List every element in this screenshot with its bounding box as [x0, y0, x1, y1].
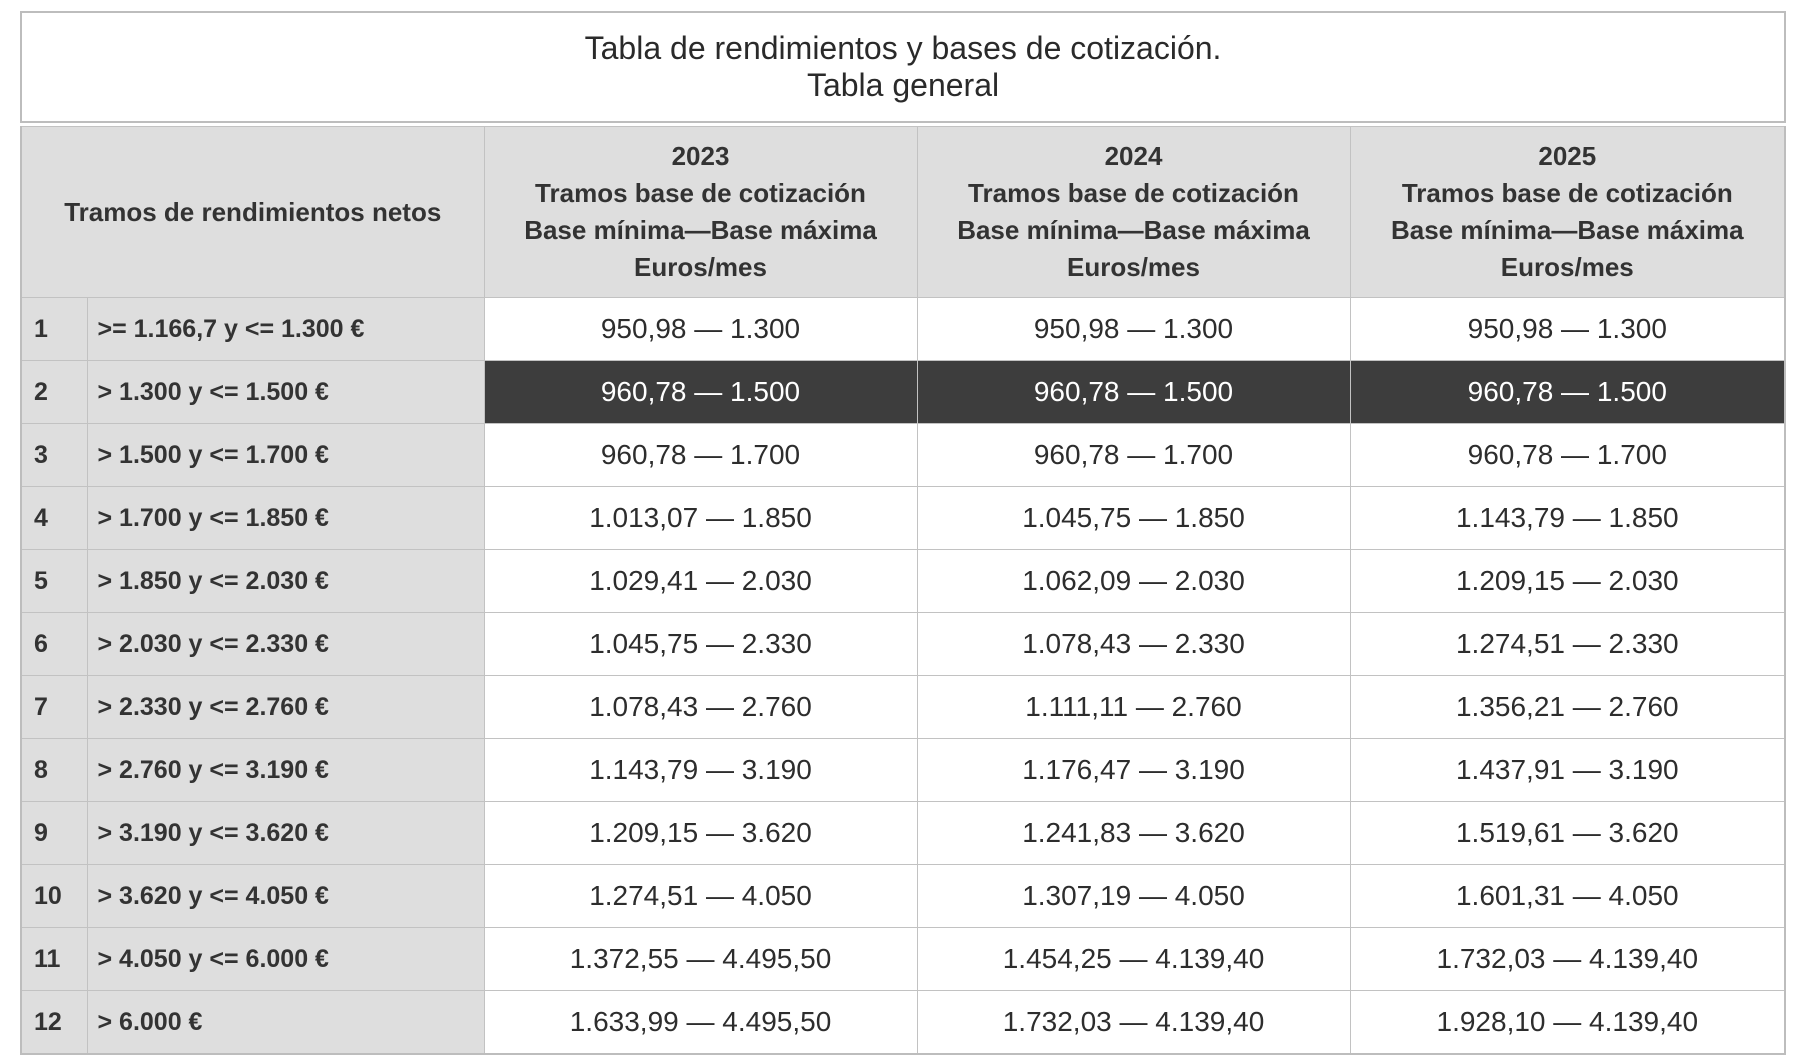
- value-2023: 960,78 — 1.700: [484, 424, 917, 487]
- header-2023-line2: Tramos base de cotización: [535, 178, 866, 208]
- value-2023: 1.013,07 — 1.850: [484, 487, 917, 550]
- value-2023: 1.029,41 — 2.030: [484, 550, 917, 613]
- value-2024: 1.307,19 — 4.050: [917, 865, 1350, 928]
- value-2023: 950,98 — 1.300: [484, 298, 917, 361]
- row-number: 7: [21, 676, 87, 739]
- value-2023: 1.372,55 — 4.495,50: [484, 928, 917, 991]
- table-caption: [21, 12, 1785, 122]
- table-row: [21, 613, 1785, 676]
- row-range: > 1.500 y <= 1.700 €: [87, 424, 484, 487]
- value-2025: 1.437,91 — 3.190: [1350, 739, 1785, 802]
- table-row: [21, 865, 1785, 928]
- row-number: 3: [21, 424, 87, 487]
- value-2024: 1.241,83 — 3.620: [917, 802, 1350, 865]
- value-2024: 1.062,09 — 2.030: [917, 550, 1350, 613]
- value-2025: 950,98 — 1.300: [1350, 298, 1785, 361]
- table-row: [21, 361, 1785, 424]
- row-range: > 6.000 €: [87, 991, 484, 1055]
- header-2025: [1350, 127, 1785, 298]
- value-2025: 1.209,15 — 2.030: [1350, 550, 1785, 613]
- value-2024: 1.454,25 — 4.139,40: [917, 928, 1350, 991]
- table-row: [21, 991, 1785, 1055]
- value-2025: 1.732,03 — 4.139,40: [1350, 928, 1785, 991]
- table-row: [21, 802, 1785, 865]
- row-number: 2: [21, 361, 87, 424]
- table-caption-row: [21, 12, 1785, 122]
- value-2025: 1.601,31 — 4.050: [1350, 865, 1785, 928]
- value-2024: 960,78 — 1.500: [917, 361, 1350, 424]
- value-2023: 1.633,99 — 4.495,50: [484, 991, 917, 1055]
- row-range: > 1.850 y <= 2.030 €: [87, 550, 484, 613]
- row-number: 8: [21, 739, 87, 802]
- table-row: [21, 298, 1785, 361]
- value-2024: 950,98 — 1.300: [917, 298, 1350, 361]
- row-range: >= 1.166,7 y <= 1.300 €: [87, 298, 484, 361]
- table-row: [21, 676, 1785, 739]
- row-number: 12: [21, 991, 87, 1055]
- row-range: > 3.620 y <= 4.050 €: [87, 865, 484, 928]
- header-rendimientos: Tramos de rendimientos netos: [21, 127, 484, 298]
- row-number: 9: [21, 802, 87, 865]
- header-2025-line2: Tramos base de cotización: [1401, 178, 1733, 208]
- table-row: [21, 550, 1785, 613]
- row-range: > 1.300 y <= 1.500 €: [87, 361, 484, 424]
- table-subtitle: Tabla general: [806, 67, 1000, 103]
- row-range: > 4.050 y <= 6.000 €: [87, 928, 484, 991]
- value-2024: 1.111,11 — 2.760: [917, 676, 1350, 739]
- value-2024: 960,78 — 1.700: [917, 424, 1350, 487]
- table-row: [21, 487, 1785, 550]
- value-2024: 1.045,75 — 1.850: [917, 487, 1350, 550]
- header-2023-line4: Euros/mes: [634, 252, 767, 282]
- value-2025: 960,78 — 1.700: [1350, 424, 1785, 487]
- value-2023: 1.209,15 — 3.620: [484, 802, 917, 865]
- row-number: 1: [21, 298, 87, 361]
- table-row: [21, 739, 1785, 802]
- value-2023: 960,78 — 1.500: [484, 361, 917, 424]
- row-range: > 3.190 y <= 3.620 €: [87, 802, 484, 865]
- table-title: Tabla de rendimientos y bases de cotización.: [584, 30, 1222, 66]
- row-range: > 2.030 y <= 2.330 €: [87, 613, 484, 676]
- row-number: 4: [21, 487, 87, 550]
- row-range: > 2.330 y <= 2.760 €: [87, 676, 484, 739]
- row-number: 10: [21, 865, 87, 928]
- value-2024: 1.732,03 — 4.139,40: [917, 991, 1350, 1055]
- value-2025: 1.143,79 — 1.850: [1350, 487, 1785, 550]
- row-number: 5: [21, 550, 87, 613]
- header-2024-line4: Euros/mes: [1067, 252, 1200, 282]
- header-2024-year: 2024: [1104, 141, 1163, 171]
- row-range: > 1.700 y <= 1.850 €: [87, 487, 484, 550]
- header-2024-line3: Base mínima—Base máxima: [957, 215, 1310, 245]
- value-2025: 1.356,21 — 2.760: [1350, 676, 1785, 739]
- rates-table: [20, 11, 1786, 1055]
- header-2023: [484, 127, 917, 298]
- value-2023: 1.078,43 — 2.760: [484, 676, 917, 739]
- header-2024: [917, 127, 1350, 298]
- header-2023-year: 2023: [671, 141, 730, 171]
- value-2025: 1.519,61 — 3.620: [1350, 802, 1785, 865]
- value-2024: 1.176,47 — 3.190: [917, 739, 1350, 802]
- header-2025-year: 2025: [1538, 141, 1597, 171]
- value-2025: 960,78 — 1.500: [1350, 361, 1785, 424]
- header-2024-line2: Tramos base de cotización: [968, 178, 1299, 208]
- row-number: 6: [21, 613, 87, 676]
- table-header-row: [21, 127, 1785, 298]
- row-range: > 2.760 y <= 3.190 €: [87, 739, 484, 802]
- value-2025: 1.274,51 — 2.330: [1350, 613, 1785, 676]
- row-number: 11: [21, 928, 87, 991]
- rates-table-frame: [20, 11, 1784, 1055]
- table-row: [21, 928, 1785, 991]
- value-2023: 1.045,75 — 2.330: [484, 613, 917, 676]
- header-2025-line4: Euros/mes: [1500, 252, 1634, 282]
- header-2025-line3: Base mínima—Base máxima: [1390, 215, 1744, 245]
- value-2023: 1.274,51 — 4.050: [484, 865, 917, 928]
- table-row: [21, 424, 1785, 487]
- value-2025: 1.928,10 — 4.139,40: [1350, 991, 1785, 1055]
- header-2023-line3: Base mínima—Base máxima: [524, 215, 877, 245]
- value-2024: 1.078,43 — 2.330: [917, 613, 1350, 676]
- value-2023: 1.143,79 — 3.190: [484, 739, 917, 802]
